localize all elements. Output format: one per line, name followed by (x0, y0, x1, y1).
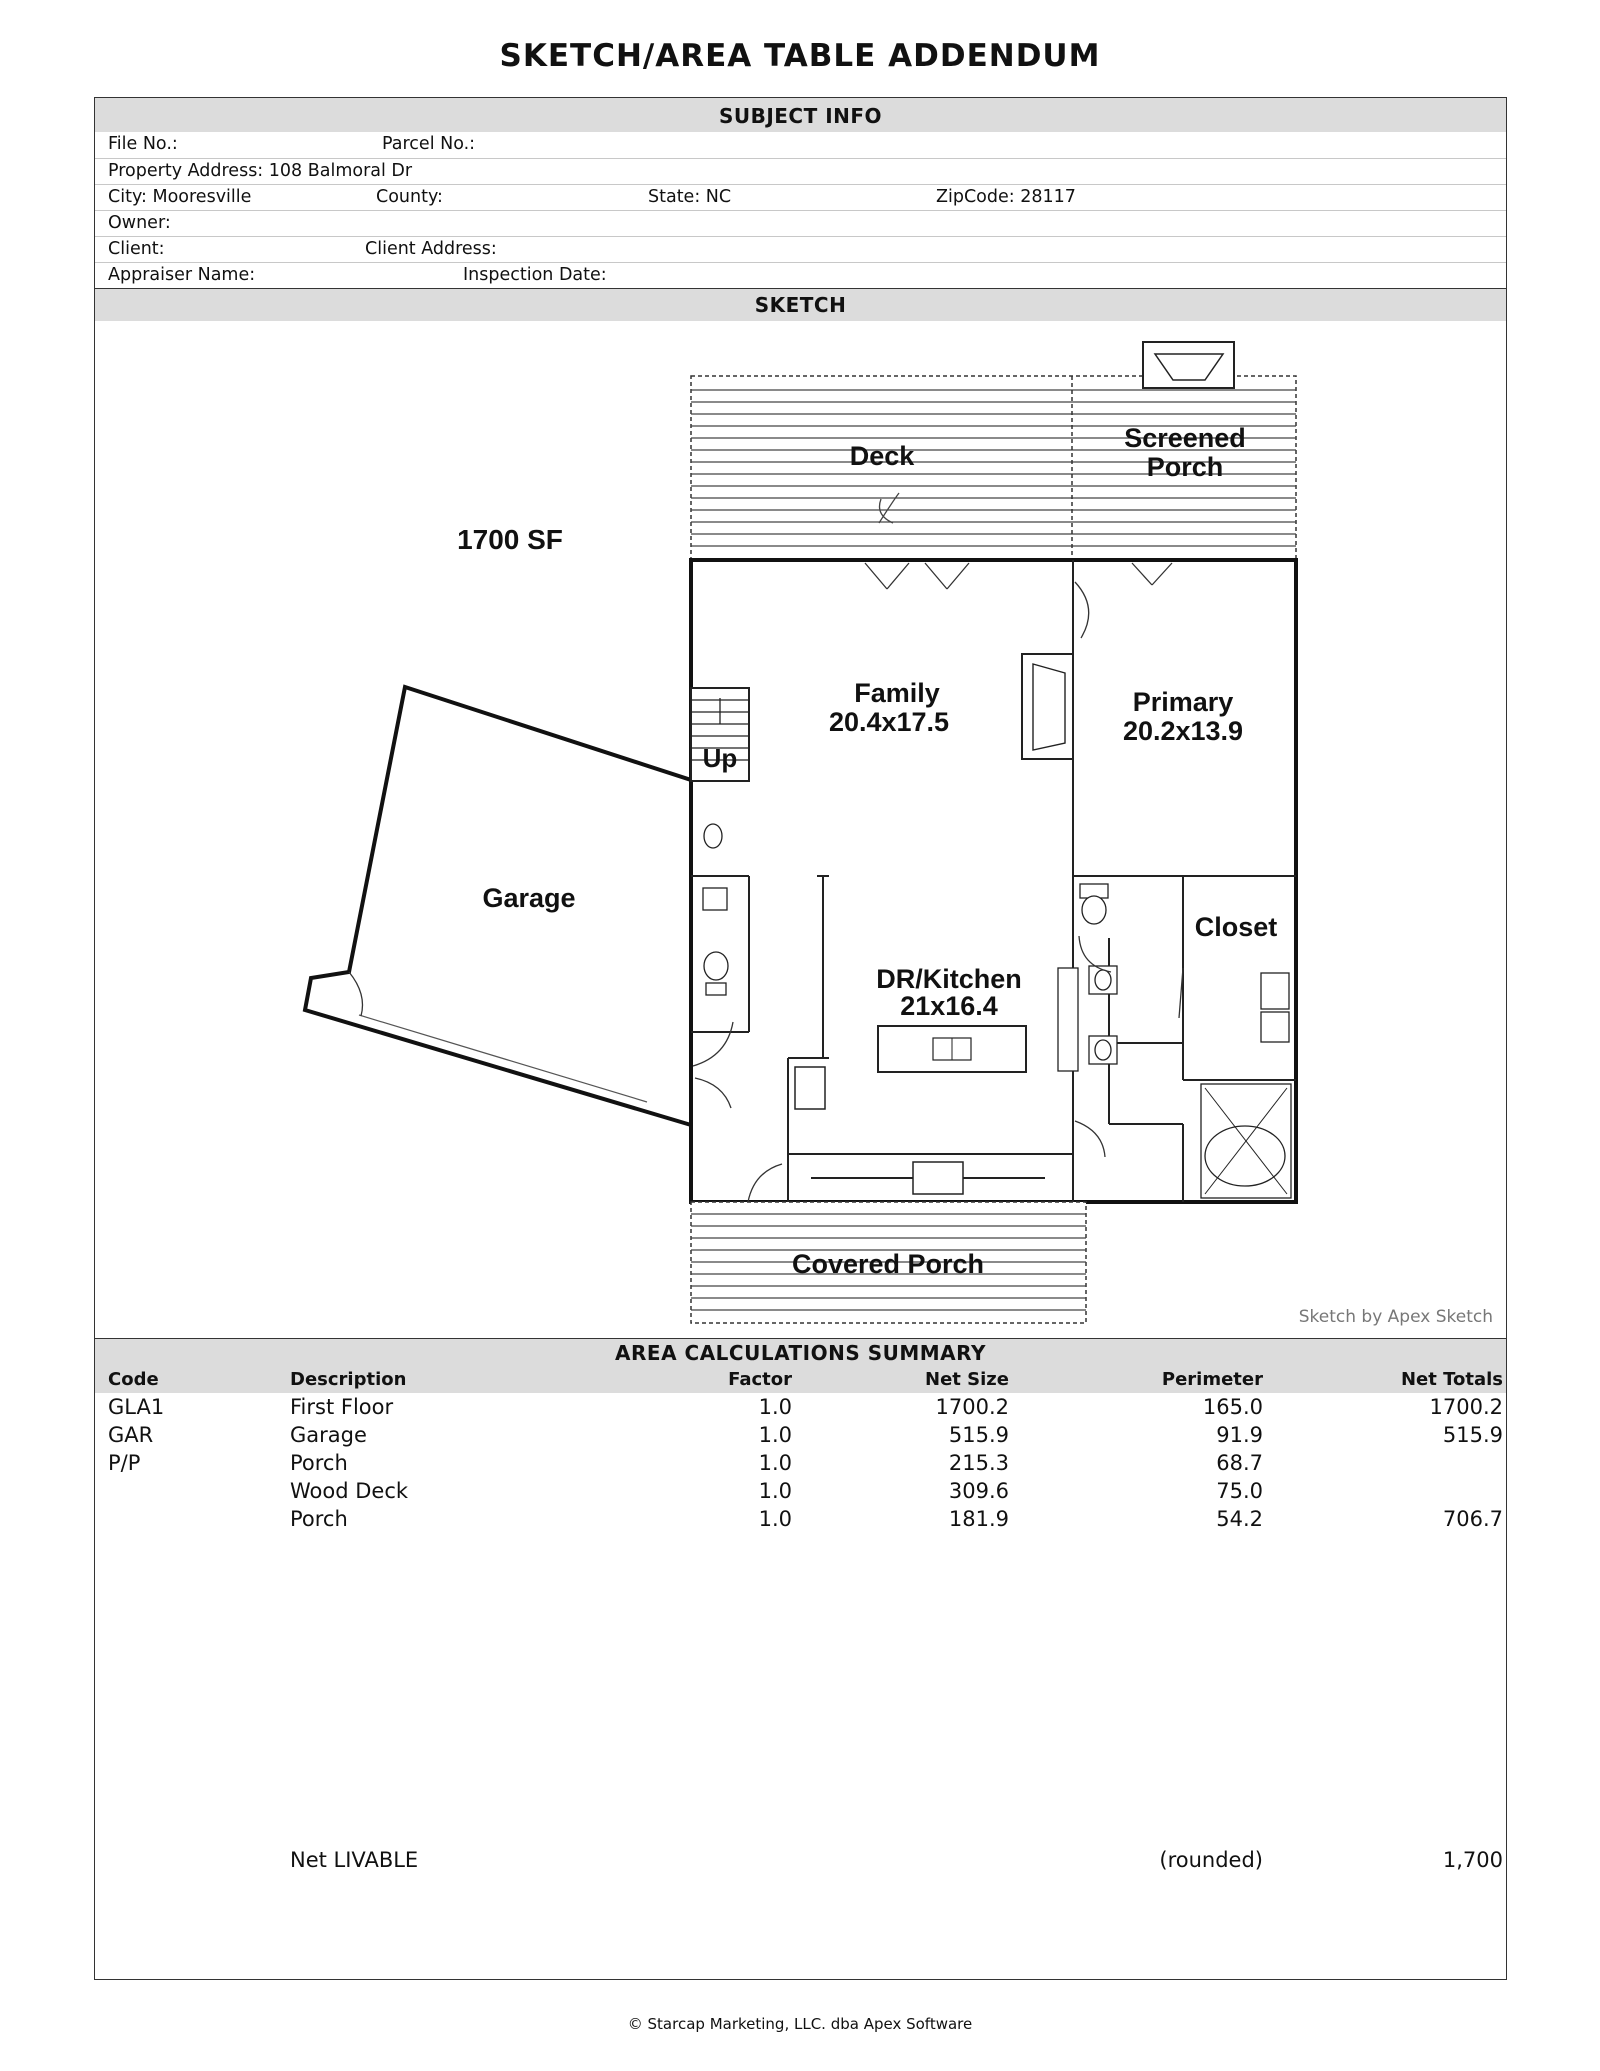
label-family-dims: 20.4x17.5 (828, 707, 950, 737)
client-address-label: Client Address: (365, 239, 497, 259)
cell-net-size: 181.9 (948, 1507, 1009, 1531)
cell-net-total: 1700.2 (1429, 1395, 1503, 1419)
document-title: SKETCH/AREA TABLE ADDENDUM (499, 38, 1101, 74)
owner-label: Owner: (108, 213, 171, 233)
label-screened: Screened (1124, 423, 1246, 453)
sketch-credit: Sketch by Apex Sketch (1298, 1307, 1493, 1327)
area-calc-heading: AREA CALCULATIONS SUMMARY (615, 1341, 986, 1365)
cell-perimeter: 165.0 (1202, 1395, 1263, 1419)
subject-info-heading: SUBJECT INFO (95, 98, 1506, 132)
cell-factor: 1.0 (758, 1395, 792, 1419)
label-family: Family (854, 678, 940, 708)
parcel-no-label: Parcel No.: (382, 134, 476, 154)
county-label: County: (376, 187, 443, 207)
inspection-label: Inspection Date: (463, 265, 607, 285)
cell-net-size: 1700.2 (935, 1395, 1009, 1419)
cell-perimeter: 68.7 (1216, 1451, 1263, 1475)
label-up: Up (702, 743, 738, 773)
cell-net-total: 706.7 (1442, 1507, 1503, 1531)
label-total-sf: 1700 SF (457, 524, 563, 555)
kitchen-island (878, 1026, 1026, 1072)
floor-plan-sketch (95, 98, 1505, 1279)
addendum-frame (94, 97, 1507, 1980)
sketch-heading: SKETCH (95, 289, 1506, 321)
cell-description: Wood Deck (290, 1479, 409, 1503)
cell-perimeter: 91.9 (1216, 1423, 1263, 1447)
rounded-label: (rounded) (1159, 1848, 1263, 1872)
label-porch: Porch (1146, 452, 1224, 482)
cell-description: Porch (290, 1451, 348, 1475)
net-livable-label: Net LIVABLE (290, 1848, 419, 1872)
city: City: Mooresville (108, 187, 252, 207)
state: State: NC (648, 187, 732, 207)
col-net-totals: Net Totals (1400, 1369, 1503, 1390)
range (913, 1162, 963, 1194)
cell-factor: 1.0 (758, 1507, 792, 1531)
label-dr-kitchen: DR/Kitchen (876, 964, 1022, 994)
cell-code: GAR (108, 1423, 154, 1447)
label-primary-dims: 20.2x13.9 (1122, 716, 1244, 746)
zipcode: ZipCode: 28117 (936, 187, 1076, 207)
property-address: Property Address: 108 Balmoral Dr (108, 161, 413, 181)
label-garage: Garage (482, 883, 576, 913)
cell-factor: 1.0 (758, 1479, 792, 1503)
client-label: Client: (108, 239, 165, 259)
col-perimeter: Perimeter (1161, 1369, 1263, 1390)
cell-factor: 1.0 (758, 1423, 792, 1447)
refrigerator (795, 1067, 825, 1109)
cell-description: Garage (290, 1423, 367, 1447)
file-no-label: File No.: (108, 134, 178, 154)
label-deck: Deck (849, 441, 915, 471)
label-primary: Primary (1132, 687, 1234, 717)
cell-factor: 1.0 (758, 1451, 792, 1475)
area-calc-header (95, 1339, 1506, 1393)
cell-code: GLA1 (108, 1395, 165, 1419)
col-description: Description (290, 1369, 407, 1390)
cell-description: First Floor (290, 1395, 394, 1419)
cell-code: P/P (108, 1451, 141, 1475)
net-livable-value: 1,700 (1442, 1848, 1503, 1872)
cell-net-total: 515.9 (1442, 1423, 1503, 1447)
label-closet: Closet (1194, 912, 1278, 942)
fireplace (1022, 654, 1073, 759)
cell-perimeter: 54.2 (1216, 1507, 1263, 1531)
label-dr-dims: 21x16.4 (900, 991, 998, 1021)
appraiser-label: Appraiser Name: (108, 265, 256, 285)
cell-net-size: 215.3 (948, 1451, 1009, 1475)
cell-description: Porch (290, 1507, 348, 1531)
cell-perimeter: 75.0 (1216, 1479, 1263, 1503)
footer-copyright: © Starcap Marketing, LLC. dba Apex Software (627, 2015, 973, 2033)
cell-net-size: 309.6 (948, 1479, 1009, 1503)
col-code: Code (108, 1369, 159, 1390)
col-factor: Factor (728, 1369, 792, 1390)
cell-net-size: 515.9 (948, 1423, 1009, 1447)
col-net-size: Net Size (925, 1369, 1009, 1390)
label-covered-porch: Covered Porch (791, 1249, 985, 1279)
